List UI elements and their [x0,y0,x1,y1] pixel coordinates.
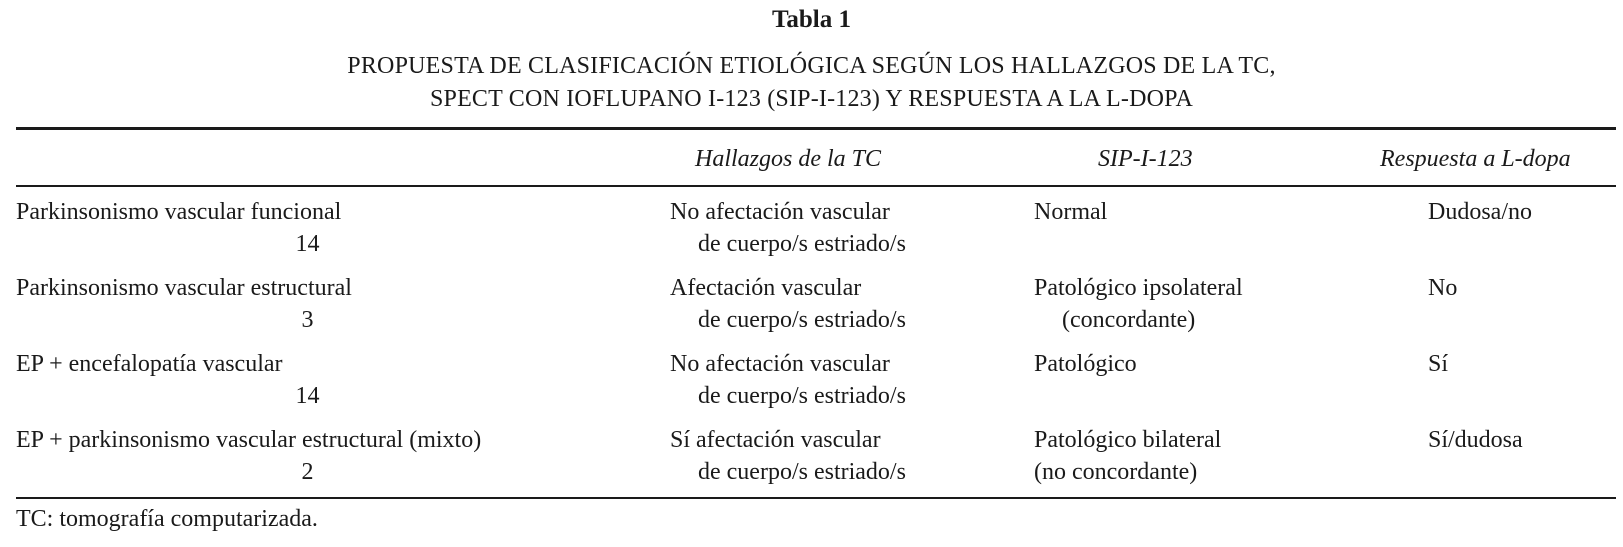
row-label: Parkinsonismo vascular estructural [16,275,352,301]
sip-line-2: (no concordante) [1034,459,1198,485]
ct-findings-cell [670,272,906,336]
table-footnote: TC: tomografía computarizada. [16,506,318,532]
ct-line-2: de cuerpo/s estriado/s [698,459,906,485]
ct-line-2: de cuerpo/s estriado/s [698,231,906,257]
sip-cell [1034,348,1137,380]
ct-line-2: de cuerpo/s estriado/s [698,307,906,333]
ldopa-response-cell: Sí [1428,351,1449,377]
header-ct-findings: Hallazgos de la TC [695,146,882,172]
ct-findings-cell [670,348,906,412]
ct-line-1: Sí afectación vascular [670,427,881,453]
row-count: 2 [301,459,314,485]
table-subtitle [0,50,1623,116]
row-label: EP + encefalopatía vascular [16,351,283,377]
sip-line-1: Patológico bilateral [1034,427,1222,453]
sip-cell [1034,196,1107,228]
sip-line-1: Patológico ipsolateral [1034,275,1243,301]
sip-line-1: Patológico [1034,351,1137,377]
row-label-cell [16,196,599,260]
sip-line-2: (concordante) [1062,307,1196,333]
header-sip: SIP-I-123 [1098,146,1193,172]
row-label: EP + parkinsonismo vascular estructural (mixto) [16,427,482,453]
ldopa-response-cell: Sí/dudosa [1428,427,1523,453]
table-title: Tabla 1 [772,6,851,33]
row-count: 3 [301,307,314,333]
ct-line-1: No afectación vascular [670,351,890,377]
ct-line-1: No afectación vascular [670,199,890,225]
subtitle-line-2: SPECT CON IOFLUPANO I-123 (SIP-I-123) Y RESPUESTA A LA L-DOPA [429,86,1194,112]
row-count: 14 [295,383,320,409]
row-label-cell [16,348,599,412]
header-ldopa-response: Respuesta a L-dopa [1380,146,1571,172]
ct-line-1: Afectación vascular [670,275,862,301]
top-rule [16,127,1616,130]
ct-findings-cell [670,424,906,488]
row-label-cell [16,272,599,336]
subtitle-line-1: PROPUESTA DE CLASIFICACIÓN ETIOLÓGICA SEGÚN LOS HALLAZGOS DE LA TC, [347,53,1276,79]
sip-cell [1034,272,1243,336]
row-count: 14 [295,231,320,257]
ct-line-2: de cuerpo/s estriado/s [698,383,906,409]
sip-line-1: Normal [1034,199,1108,225]
bottom-rule [16,497,1616,499]
row-label-cell [16,424,599,488]
ct-findings-cell [670,196,906,260]
row-label: Parkinsonismo vascular funcional [16,199,342,225]
ldopa-response-cell: No [1428,275,1458,301]
ldopa-response-cell: Dudosa/no [1428,199,1532,225]
sip-cell [1034,424,1221,488]
header-rule [16,185,1616,187]
